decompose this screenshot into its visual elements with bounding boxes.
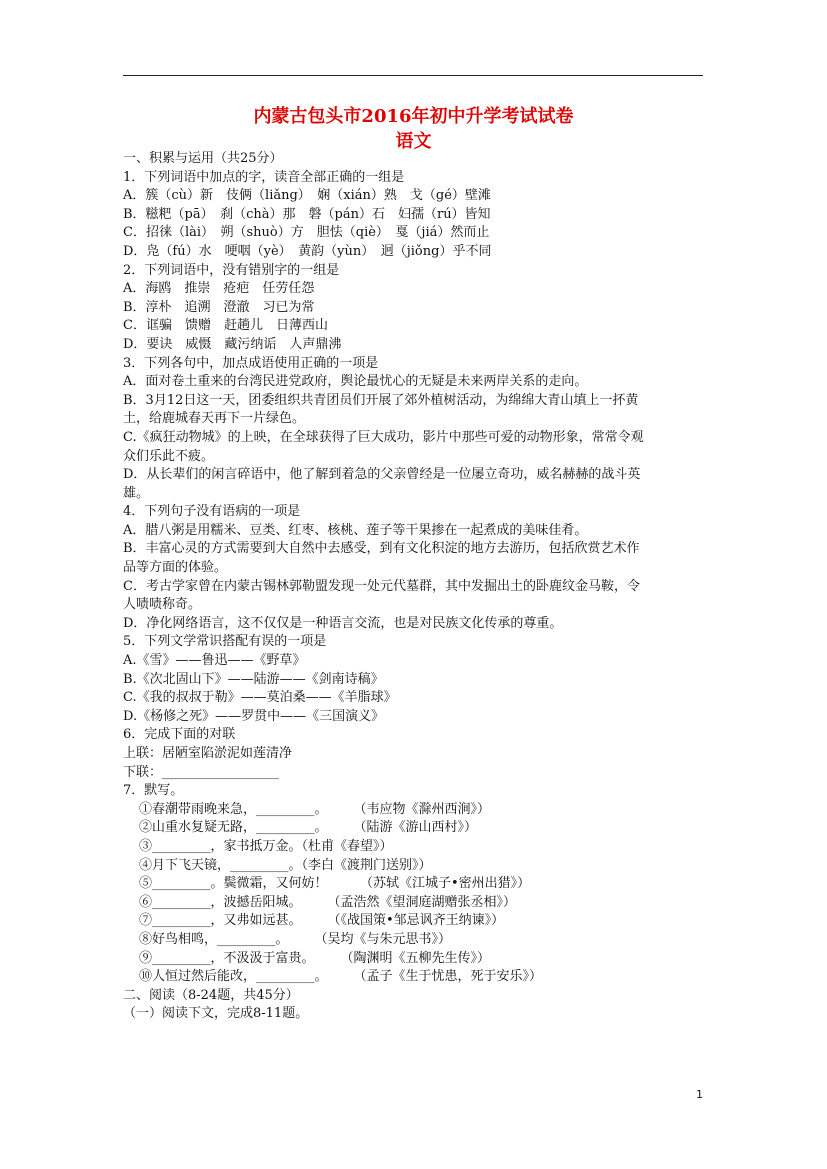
text-line: ④月下飞天镜，_________。（李白《渡荆门送别》） <box>139 857 432 873</box>
text-line: 6．完成下面的对联 <box>123 727 236 743</box>
text-line: A．腊八粥是用糯米、豆类、红枣、核桃、莲子等干果掺在一起煮成的美味佳肴。 <box>123 522 588 538</box>
text-line: ⑥_________，波撼岳阳城。 （孟浩然《望洞庭湖赠张丞相》） <box>139 894 517 910</box>
text-line: D．从长辈们的闲言碎语中，他了解到着急的父亲曾经是一位屡立奇功，威名赫赫的战斗英 <box>123 467 641 483</box>
text-line: D.《杨修之死》——罗贯中——《三国演义》 <box>123 708 385 724</box>
text-line: B．淳朴 追溯 澄澈 习已为常 <box>123 299 315 315</box>
text-line: ⑨_________，不汲汲于富贵。 （陶渊明《五柳先生传》） <box>139 950 491 966</box>
text-line: C．考古学家曾在内蒙古锡林郭勒盟发现一处元代墓群，其中发掘出土的卧鹿纹金马鞍，令 <box>123 578 640 594</box>
text-line: B.《次北固山下》——陆游——《剑南诗稿》 <box>123 671 384 687</box>
text-line: A．面对卷土重来的台湾民进党政府，舆论最忧心的无疑是未来两岸关系的走向。 <box>123 374 588 390</box>
text-line: 人啧啧称奇。 <box>123 597 202 613</box>
page-number: 1 <box>696 1088 703 1101</box>
text-line: A.《雪》——鲁迅——《野草》 <box>123 653 306 669</box>
text-line: ②山重水复疑无路，_________。 （陆游《游山西村》） <box>139 820 478 836</box>
text-line: 雄。 <box>123 485 150 501</box>
text-line: C.《疯狂动物城》的上映，在全球获得了巨大成功，影片中那些可爱的动物形象，常常令观 <box>123 429 644 445</box>
text-line: 品等方面的体验。 <box>123 560 228 576</box>
text-line: ⑦_________，又弗如远甚。 （《战国策•邹忌讽齐王纳谏》） <box>139 913 505 929</box>
exam-body <box>123 150 705 1024</box>
text-line: 1．下列词语中加点的字，读音全部正确的一组是 <box>123 169 405 185</box>
exam-subject: 语文 <box>395 131 432 152</box>
text-line: A．簇（cù）新 伎俩（liǎng） 娴（xián）熟 戈（gé）壁滩 <box>123 188 491 204</box>
text-line: D．要诀 威慑 藏污纳诟 人声鼎沸 <box>123 336 342 352</box>
exam-title: 内蒙古包头市2016年初中升学考试试卷 <box>253 106 574 127</box>
text-line: B．3月12日这一天，团委组织共青团员们开展了郊外植树活动，为绵绵大青山填上一抔黄 <box>123 392 639 408</box>
text-line: 众们乐此不疲。 <box>123 448 215 464</box>
text-line: 5．下列文学常识搭配有误的一项是 <box>123 634 327 650</box>
text-line: A．海鸥 推崇 疮疤 任劳任怨 <box>123 281 315 297</box>
text-line: D．净化网络语言，这不仅仅是一种语言交流，也是对民族文化传承的尊重。 <box>123 615 563 631</box>
text-line: 7．默写。 <box>123 783 184 799</box>
text-line: 一、积累与运用（共25分） <box>123 151 283 166</box>
text-line: C．招徕（lài） 朔（shuò）方 胆怯（qiè） 戛（jiá）然而止 <box>123 225 490 241</box>
text-line: ⑩人恒过然后能改，_________。 （孟子《生于忧患，死于安乐》） <box>139 969 543 985</box>
text-line: 4．下列句子没有语病的一项是 <box>123 504 301 520</box>
text-line: ③_________，家书抵万金。（杜甫《春望》） <box>139 838 393 854</box>
text-line: ⑤_________。鬓微霜，又何妨！ （苏轼《江城子•密州出猎》） <box>139 876 531 892</box>
text-line: ⑧好鸟相鸣，_________。 （吴均《与朱元思书》） <box>139 931 452 947</box>
header-rule <box>123 75 703 76</box>
text-line: C．诓骗 馈赠 赶趟儿 日薄西山 <box>123 318 328 334</box>
text-line: （一）阅读下文，完成8-11题。 <box>123 1006 309 1022</box>
text-line: 2．下列词语中，没有错别字的一组是 <box>123 262 340 278</box>
text-line: 下联：__________________ <box>123 764 280 780</box>
text-line: C.《我的叔叔于勒》——莫泊桑——《羊脂球》 <box>123 690 397 706</box>
text-line: 上联：居陋室陷淤泥如莲清净 <box>123 746 293 761</box>
text-line: 二、阅读（8-24题，共45分） <box>123 987 299 1003</box>
text-line: D．凫（fú）水 哽咽（yè） 黄韵（yùn） 迥（jiǒng）乎不同 <box>123 243 492 259</box>
text-line: ①春潮带雨晚来急，_________。 （韦应物《滁州西涧》） <box>139 801 491 817</box>
text-line: 土，给鹿城春天再下一片绿色。 <box>123 411 306 427</box>
text-line: 3．下列各句中，加点成语使用正确的一项是 <box>123 355 379 371</box>
text-line: B．丰富心灵的方式需要到大自然中去感受，到有文化积淀的地方去游历，包括欣赏艺术作 <box>123 541 640 557</box>
text-line: B．糍粑（pā） 刹（chà）那 磐（pán）石 妇孺（rú）皆知 <box>123 206 491 222</box>
